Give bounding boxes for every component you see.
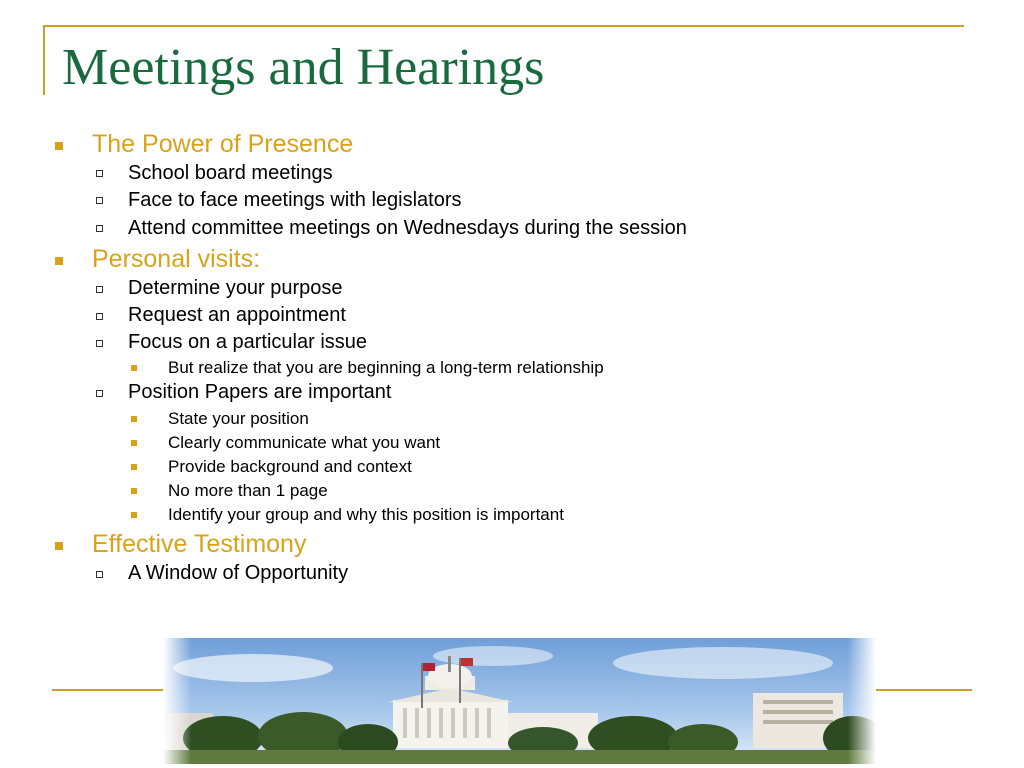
bullet-appointment: Request an appointment [128,304,346,326]
square-bullet-icon [55,542,63,550]
hollow-square-bullet-icon [96,390,103,397]
capitol-building-photo-icon [163,638,876,764]
bottom-right-rule [876,689,972,691]
bullet-state-position: State your position [168,409,309,428]
bullet-position-papers: Position Papers are important [128,381,392,403]
bullet-relationship: But realize that you are beginning a long-term relationship [168,358,604,377]
bullet-personal-visits: Personal visits: [92,245,261,273]
bullet-one-page: No more than 1 page [168,481,328,500]
bullet-background: Provide background and context [168,457,412,476]
bullet-focus: Focus on a particular issue [128,331,368,353]
bullet-communicate: Clearly communicate what you want [168,433,441,452]
bullet-window: A Window of Opportunity [128,562,349,584]
small-square-bullet-icon [131,464,137,470]
bullet-effective-testimony: Effective Testimony [92,530,307,558]
hollow-square-bullet-icon [96,571,103,578]
small-square-bullet-icon [131,365,137,371]
small-square-bullet-icon [131,440,137,446]
bullet-committee: Attend committee meetings on Wednesdays during the session [128,217,687,239]
square-bullet-icon [55,142,63,150]
hollow-square-bullet-icon [96,225,103,232]
bottom-left-rule [52,689,164,691]
small-square-bullet-icon [131,488,137,494]
slide-title: Meetings and Hearings [62,39,545,96]
hollow-square-bullet-icon [96,170,103,177]
bullet-purpose: Determine your purpose [128,277,343,299]
bullet-power-of-presence: The Power of Presence [92,130,354,158]
bullet-face-to-face: Face to face meetings with legislators [128,189,462,211]
small-square-bullet-icon [131,416,137,422]
hollow-square-bullet-icon [96,197,103,204]
bullet-school-board: School board meetings [128,162,333,184]
hollow-square-bullet-icon [96,313,103,320]
square-bullet-icon [55,257,63,265]
small-square-bullet-icon [131,512,137,518]
hollow-square-bullet-icon [96,286,103,293]
hollow-square-bullet-icon [96,340,103,347]
bullet-identify-group: Identify your group and why this position is important [168,505,564,524]
